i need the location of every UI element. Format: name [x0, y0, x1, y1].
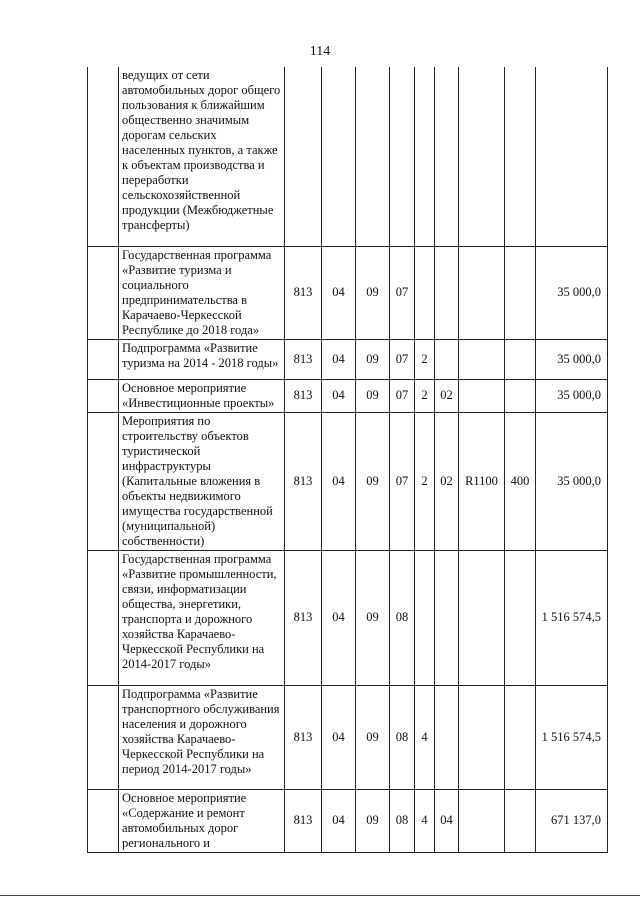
row-number-cell — [88, 550, 119, 685]
cell-sum: 35 000,0 — [536, 412, 608, 550]
cell-rz: 04 — [322, 339, 356, 379]
table-row — [88, 379, 608, 412]
cell-name: Государственная программа «Развитие промышленности, связи, информатизации общества, энергетики, транспорта и дорожного хозяйства Карачаево-Черкесской Республики на 2014-2017 годы» — [119, 550, 285, 685]
cell-sum — [536, 67, 608, 246]
cell-ved: 813 — [285, 550, 322, 685]
cell-rz: 04 — [322, 685, 356, 789]
cell-sum: 35 000,0 — [536, 339, 608, 379]
cell-sub — [415, 67, 435, 246]
cell-osn — [435, 339, 459, 379]
cell-napr — [459, 550, 505, 685]
cell-ved: 813 — [285, 789, 322, 852]
cell-osn — [435, 246, 459, 339]
cell-osn: 02 — [435, 412, 459, 550]
budget-table — [87, 67, 608, 853]
cell-napr — [459, 246, 505, 339]
cell-prog — [390, 67, 415, 246]
table-body — [88, 67, 608, 852]
table-row — [88, 550, 608, 685]
cell-sum: 35 000,0 — [536, 246, 608, 339]
cell-rz: 04 — [322, 246, 356, 339]
cell-prog: 07 — [390, 339, 415, 379]
cell-napr — [459, 379, 505, 412]
cell-sub: 4 — [415, 685, 435, 789]
cell-osn — [435, 67, 459, 246]
table-row — [88, 339, 608, 379]
cell-sub: 2 — [415, 412, 435, 550]
row-number-cell — [88, 67, 119, 246]
cell-pr: 09 — [356, 246, 390, 339]
cell-osn — [435, 685, 459, 789]
cell-osn — [435, 550, 459, 685]
cell-rz — [322, 67, 356, 246]
cell-rz: 04 — [322, 789, 356, 852]
cell-sum: 671 137,0 — [536, 789, 608, 852]
footer-rule — [0, 895, 640, 896]
cell-ved: 813 — [285, 339, 322, 379]
cell-sum: 1 516 574,5 — [536, 550, 608, 685]
row-number-cell — [88, 789, 119, 852]
cell-napr — [459, 339, 505, 379]
cell-name: Основное мероприятие «Содержание и ремонт автомобильных дорог регионального и — [119, 789, 285, 852]
cell-vr — [505, 550, 536, 685]
cell-sub: 2 — [415, 339, 435, 379]
cell-prog: 08 — [390, 685, 415, 789]
row-number-cell — [88, 246, 119, 339]
cell-pr: 09 — [356, 412, 390, 550]
cell-prog: 08 — [390, 550, 415, 685]
cell-sub: 4 — [415, 789, 435, 852]
cell-ved: 813 — [285, 685, 322, 789]
cell-sub — [415, 246, 435, 339]
cell-pr: 09 — [356, 789, 390, 852]
cell-name: ведущих от сети автомобильных дорог общего пользования к ближайшим общественно значимым дорогам сельских населенных пунктов, а также к объектам производства и переработки сельскохозяйственной продукции (Межбюджетные трансферты) — [119, 67, 285, 246]
cell-ved — [285, 67, 322, 246]
cell-napr — [459, 685, 505, 789]
table-row — [88, 246, 608, 339]
row-number-cell — [88, 412, 119, 550]
row-number-cell — [88, 379, 119, 412]
cell-vr — [505, 685, 536, 789]
table-row — [88, 685, 608, 789]
table-row — [88, 412, 608, 550]
cell-vr — [505, 67, 536, 246]
cell-rz: 04 — [322, 412, 356, 550]
cell-name: Подпрограмма «Развитие туризма на 2014 - 2018 годы» — [119, 339, 285, 379]
cell-vr — [505, 246, 536, 339]
cell-napr: R1100 — [459, 412, 505, 550]
cell-vr: 400 — [505, 412, 536, 550]
cell-prog: 07 — [390, 246, 415, 339]
cell-pr: 09 — [356, 685, 390, 789]
cell-ved: 813 — [285, 412, 322, 550]
cell-napr — [459, 789, 505, 852]
table-row — [88, 789, 608, 852]
cell-vr — [505, 789, 536, 852]
cell-pr: 09 — [356, 339, 390, 379]
cell-vr — [505, 379, 536, 412]
cell-rz: 04 — [322, 550, 356, 685]
cell-name: Государственная программа «Развитие туризма и социального предпринимательства в Карачаево-Черкесской Республике до 2018 года» — [119, 246, 285, 339]
cell-ved: 813 — [285, 379, 322, 412]
table-row — [88, 67, 608, 246]
cell-napr — [459, 67, 505, 246]
row-number-cell — [88, 339, 119, 379]
cell-pr — [356, 67, 390, 246]
cell-vr — [505, 339, 536, 379]
cell-pr: 09 — [356, 379, 390, 412]
cell-name: Мероприятия по строительству объектов туристической инфраструктуры (Капитальные вложения в объекты недвижимого имущества государственной (муниципальной) собственности) — [119, 412, 285, 550]
cell-sum: 35 000,0 — [536, 379, 608, 412]
page-number: 114 — [309, 44, 331, 59]
cell-name: Основное мероприятие «Инвестиционные проекты» — [119, 379, 285, 412]
cell-sum: 1 516 574,5 — [536, 685, 608, 789]
cell-osn: 04 — [435, 789, 459, 852]
cell-prog: 07 — [390, 379, 415, 412]
cell-osn: 02 — [435, 379, 459, 412]
cell-pr: 09 — [356, 550, 390, 685]
cell-sub — [415, 550, 435, 685]
cell-name: Подпрограмма «Развитие транспортного обслуживания населения и дорожного хозяйства Карачаево-Черкесской Республики на период 2014-2017 годы» — [119, 685, 285, 789]
cell-prog: 07 — [390, 412, 415, 550]
row-number-cell — [88, 685, 119, 789]
cell-prog: 08 — [390, 789, 415, 852]
cell-rz: 04 — [322, 379, 356, 412]
cell-sub: 2 — [415, 379, 435, 412]
cell-ved: 813 — [285, 246, 322, 339]
